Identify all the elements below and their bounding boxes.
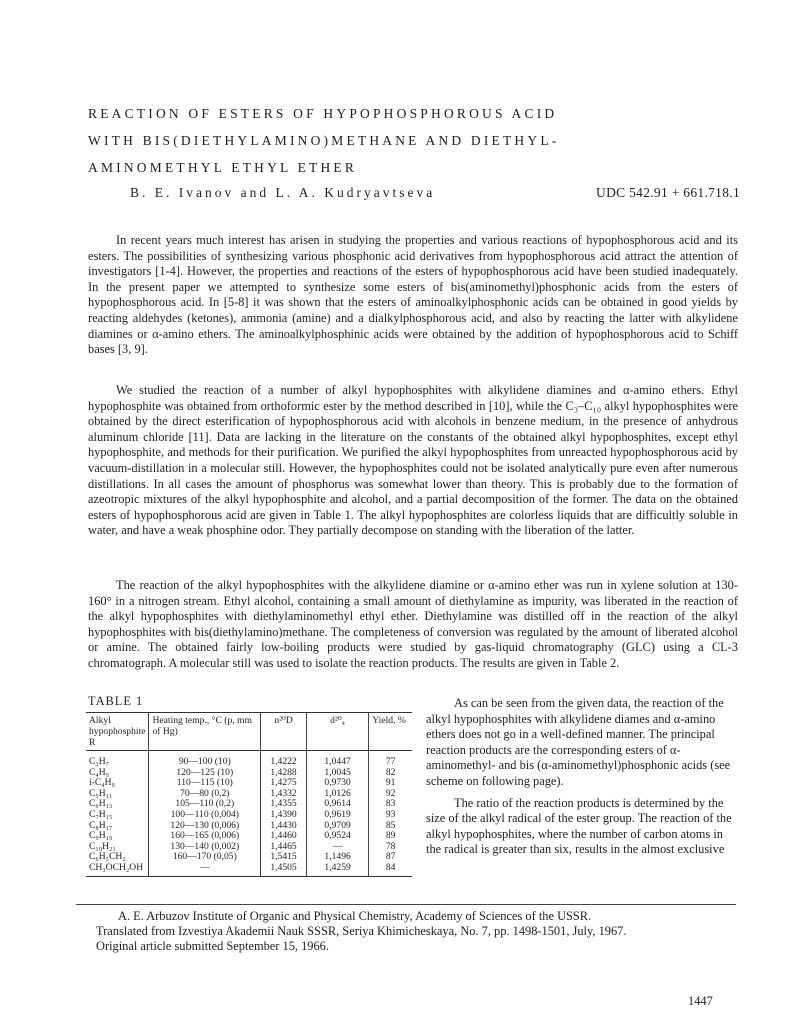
table-cell: C₅H₁₁ xyxy=(89,787,113,799)
footnote-divider xyxy=(76,904,736,905)
table-row xyxy=(86,842,412,853)
table-cell: 83 xyxy=(369,799,412,810)
title-line: WITH BIS(DIETHYLAMINO)METHANE AND DIETHYL- xyxy=(88,133,560,148)
body-paragraph xyxy=(88,383,738,539)
table-cell: 0,9709 xyxy=(306,821,368,832)
table-cell: 82 xyxy=(369,768,412,779)
table-cell: 100—110 (0,004) xyxy=(149,810,261,821)
title-line: AMINOMETHYL ETHYL ETHER xyxy=(88,160,358,175)
udc-code: UDC 542.91 + 661.718.1 xyxy=(596,185,740,200)
paragraph-text: The ratio of the reaction products is determined by the size of the alkyl radical of the ester group. The reaction of the alkyl hypophosphites, where the number of carbon atoms in the radical is greater than six, results in the almost exclusive xyxy=(426,795,732,857)
affiliation: A. E. Arbuzov Institute of Organic and Physical Chemistry, Academy of Sciences of the USSR. xyxy=(118,909,592,923)
table-cell: 1,0447 xyxy=(306,751,368,768)
table-row xyxy=(86,810,412,821)
table-cell: 160—165 (0,006) xyxy=(149,831,261,842)
article-title xyxy=(88,100,728,181)
table-cell: 78 xyxy=(369,842,412,853)
table-row xyxy=(86,799,412,810)
table-cell: 1,4465 xyxy=(261,842,307,853)
paragraph-text: The reaction of the alkyl hypophosphites with the alkylidene diamine or α-amino ether was run in xylene solution at 130-160° in a nitrogen stream. Ethyl alcohol, containing a small amount of diethylamine as impurity, was liberated in the reaction of the alkyl hypophosphites with diethylaminomethyl ethyl ether. Diethylamine was distilled off in the reaction of the alkyl hypophosphites with bis(diethylamino)methane. The completeness of conversion was regulated by the amount of liberated alcohol or amine. The obtained fairly low-boiling products were studied by gas-liquid chromatography (GLC) using a CL-3 chromatograph. A molecular still was used to isolate the reaction products. The results are given in Table 2. xyxy=(88,578,738,670)
table-row xyxy=(86,863,412,876)
table-caption: TABLE 1 xyxy=(88,694,144,708)
table-header-row xyxy=(86,713,412,751)
table-row xyxy=(86,789,412,800)
table-cell: 1,4259 xyxy=(306,863,368,876)
column-header: d²⁰₄ xyxy=(306,713,368,751)
table-cell: 1,4222 xyxy=(261,751,307,768)
table-cell: 77 xyxy=(369,751,412,768)
paragraph-text: We studied the reaction of a number of alkyl hypophosphites with alkylidene diamines and α-amino ethers. Ethyl hypophosphite was obtained from orthoformic ester by the method described in [10], while the C₃–C₁₀ alkyl hypophosphites were obtained by the direct esterification of hypophosphorous acid with alcohols in benzene medium, in the presence of anhydrous aluminum chloride [11]. Data are lacking in the literature on the constants of the obtained alkyl hypophosphites, except ethyl hypophosphite, and methods for their purification. We purified the alkyl hypophosphites from unreacted hypophosphorous acid by vacuum-distillation in a molecular still. However, the hypophosphites could not be isolated analytically pure even after numerous distillations. In all cases the amount of phosphorus was somewhat lower than theory. This is probably due to the formation of azeotropic mixtures of the alkyl hypophosphite and alcohol, and a partial decomposition of the former. The data on the obtained esters of hypophosphorous acid are given in Table 1. The alkyl hypophosphites are colorless liquids that are difficultly soluble in water, and have a weak phosphine odor. They partially decompose on standing with the liberation of the latter. xyxy=(88,383,738,538)
table-cell: 1,4390 xyxy=(261,810,307,821)
table-cell: 84 xyxy=(369,863,412,876)
table-cell: 85 xyxy=(369,821,412,832)
table-cell: i-C₄H₉ xyxy=(89,777,115,789)
right-column-text xyxy=(426,696,738,858)
table-cell: 1,0126 xyxy=(306,789,368,800)
table-cell: 89 xyxy=(369,831,412,842)
table-row xyxy=(86,821,412,832)
table-cell: C₁₀H₂₁ xyxy=(89,840,116,852)
table-cell: 0,9619 xyxy=(306,810,368,821)
table-row xyxy=(86,768,412,779)
page-number: 1447 xyxy=(688,994,713,1008)
table-cell: 70—80 (0,2) xyxy=(149,789,261,800)
table-cell: 92 xyxy=(369,789,412,800)
footnote xyxy=(96,909,736,955)
table-cell: 90—100 (10) xyxy=(149,751,261,768)
table-cell: C₉H₁₉ xyxy=(89,830,113,842)
table-cell: 1,4355 xyxy=(261,799,307,810)
table-cell: 1,4505 xyxy=(261,863,307,876)
paragraph-text: As can be seen from the given data, the reaction of the alkyl hypophosphites with alkylidene diames and α-amino ethers does not go in a well-defined manner. The principal reaction products are the corresponding esters of α-aminomethyl- and bis (α-aminomethyl)phosphonic acids (see scheme on following page). xyxy=(426,696,731,788)
table-cell: 0,9614 xyxy=(306,799,368,810)
table-cell: C₆H₁₃ xyxy=(89,798,113,810)
table-cell: 93 xyxy=(369,810,412,821)
table-cell: 1,4332 xyxy=(261,789,307,800)
table-cell: 1,4288 xyxy=(261,768,307,779)
byline xyxy=(130,184,740,202)
table-cell: CH₃OCH₂OH xyxy=(86,863,149,876)
paragraph-text: In recent years much interest has arisen in studying the properties and various reactions of hypophosphorous acid and its esters. The possibilities of synthesizing various phosphonic acid derivatives from hypophosphorous acid attract the attention of investigators [1-4]. However, the properties and reactions of the esters of hypophosphorous acid have been studied inadequately. In the present paper we attempted to synthesize some esters of bis(aminomethyl)phosphonic acids from the esters of hypophosphorous acid. In [5-8] it was shown that the esters of aminoalkylphosphonic acids can be obtained in good yields by reacting aldehydes (ketones), ammonia (amine) and a dialkylphosphorous acid, and also by reacting the latter with alkylidene diamines or α-amino ethers. The aminoalkylphosphinic acids were obtained by the addition of hypophosphorous acid to Schiff bases [3, 9]. xyxy=(88,233,738,357)
table-cell: C₄H₉ xyxy=(89,766,110,778)
table-cell: — xyxy=(149,863,261,876)
table-cell: 110—115 (10) xyxy=(149,778,261,789)
table-cell: 120—130 (0,006) xyxy=(149,821,261,832)
table-cell: 105—110 (0,2) xyxy=(149,799,261,810)
table-cell: 120—125 (10) xyxy=(149,768,261,779)
column-header: Alkyl hypophosphite R xyxy=(86,713,149,751)
column-header: Heating temp., °C (p, mm of Hg) xyxy=(149,713,261,751)
table-cell: 130—140 (0,002) xyxy=(149,842,261,853)
table-row xyxy=(86,751,412,768)
table-row xyxy=(86,831,412,842)
table-cell: 87 xyxy=(369,852,412,863)
table-cell: C₈H₁₇ xyxy=(89,819,113,831)
table-cell: C₆H₅CH₂ xyxy=(89,851,126,863)
table-cell: C₃H₇ xyxy=(89,756,110,767)
table-cell: 1,5415 xyxy=(261,852,307,863)
table-cell: 1,1496 xyxy=(306,852,368,863)
translation-note: Translated from Izvestiya Akademii Nauk SSSR, Seriya Khimicheskaya, No. 7, pp. 1498-1501, July, 1967. xyxy=(96,924,627,939)
table-cell: 1,4275 xyxy=(261,778,307,789)
table-cell: — xyxy=(306,842,368,853)
column-header: Yield, % xyxy=(369,713,412,751)
table-cell: 0,9524 xyxy=(306,831,368,842)
table-cell: 0,9730 xyxy=(306,778,368,789)
body-paragraph xyxy=(88,233,738,358)
table-cell: 1,4430 xyxy=(261,821,307,832)
column-header: n²⁰D xyxy=(261,713,307,751)
authors: B. E. Ivanov and L. A. Kudryavtseva xyxy=(130,185,436,200)
table-cell: 1,0045 xyxy=(306,768,368,779)
table-cell: C₇H₁₅ xyxy=(89,808,113,820)
submission-note: Original article submitted September 15, 1966. xyxy=(96,939,329,954)
table-cell: 160—170 (0,05) xyxy=(149,852,261,863)
table-row xyxy=(86,778,412,789)
title-line: REACTION OF ESTERS OF HYPOPHOSPHOROUS ACID xyxy=(88,106,558,121)
body-paragraph xyxy=(88,578,738,672)
data-table xyxy=(86,712,412,877)
table-cell: 1,4460 xyxy=(261,831,307,842)
table-cell: 91 xyxy=(369,778,412,789)
